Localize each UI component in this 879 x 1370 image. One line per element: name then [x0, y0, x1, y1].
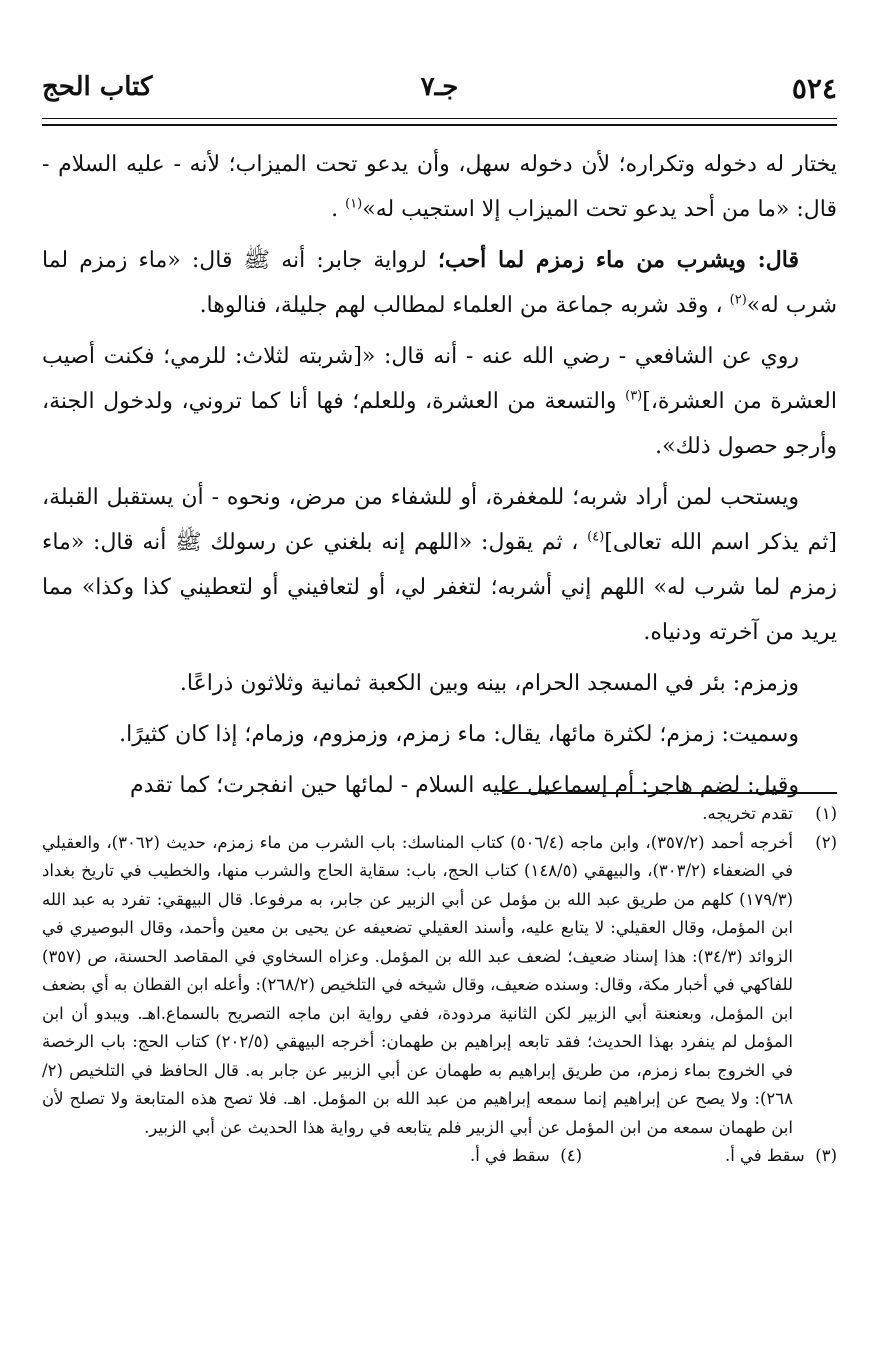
paragraph-2-end: ، وقد شربه جماعة من العلماء لمطالب لهم جليلة، فنالوها. [199, 293, 730, 318]
paragraph-3 [42, 334, 837, 469]
footnote-2 [42, 829, 837, 1143]
paragraph-1-text: يختار له دخوله وتكراره؛ لأن دخوله سهل، وأن يدعو تحت الميزاب؛ لأنه - عليه السلام - قال: «ما من أحد يدعو تحت الميزاب إلا استجيب له» [42, 152, 837, 222]
footnotes-3-4 [42, 1142, 837, 1172]
header-rule-thin [42, 118, 837, 119]
footnote-text: أخرجه أحمد (٣٥٧/٢)، وابن ماجه (٥٠٦/٤) كتاب المناسك: باب الشرب من ماء زمزم، حديث (٣٠٦٢)، والعقيلي في الضعفاء (٣٠٣/٢)، والبيهقي (١٤٨/٥) كتاب الحج، باب: سقاية الحاج والشرب منها، والخطيب في تاريخ بغداد (١٧٩/٣) كلهم من طريق عبد الله بن مؤمل عن أبي الزبير عن جابر، به مرفوعا. قال البيهقي: تفرد به عبد الله ابن المؤمل، وقال العقيلي: لا يتابع عليه، وأسند العقيلي تضعيفه عن يحيى بن معين وأحمد، وقال البوصيري في الزوائد (٣٤/٣): هذا إسناد ضعيف؛ لضعف عبد الله بن المؤمل. وعزاه السخاوي في المقاصد الحسنة، ص (٣٥٧) للفاكهي في أخبار مكة، وقال: وسنده ضعيف، وقال شيخه في التلخيص (٢٦٨/٢): وأعله ابن القطان به أي بضعف ابن المؤمل، وبعنعنة أبي الزبير لكن الثانية مردودة، ففي رواية ابن ماجه التصريح بالسماع.اهـ. ويبدو أن ابن المؤمل لم ينفرد بهذا الحديث؛ فقد تابعه إبراهيم بن طهمان: أخرجه البيهقي (٢٠٢/٥) كتاب الحج: باب الرخصة في الخروج بماء زمزم، من طريق إبراهيم به طهمان عن أبي الزبير عن جابر به. قال الحافظ في التلخيص (٢/ ٢٦٨): ولا يصح عن إبراهيم إنما سمعه إبراهيم من عبد الله بن المؤمل. اهـ. فلا تصح هذه المتابعة ولا تصلح لأن ابن طهمان سمعه من ابن المؤمل عن أبي الزبير فلم يتابعه في رواية هذا الحديث عن أبي الزبير. [42, 832, 794, 1137]
footnote-text: سقط في أ. [469, 1146, 550, 1165]
main-text [42, 142, 837, 814]
footnote-1 [42, 800, 837, 829]
footnote-ref-4[interactable]: (٤) [587, 529, 605, 545]
footnote-4 [470, 1142, 582, 1171]
footnote-number: (٤) [560, 1146, 582, 1165]
book-title: كتاب الحج [42, 72, 153, 102]
paragraph-5: وزمزم: بئر في المسجد الحرام، بينه وبين الكعبة ثمانية وثلاثون ذراعًا. [179, 671, 799, 696]
paragraph-2 [42, 238, 837, 328]
paragraph-4 [42, 475, 837, 655]
page-number: ٥٢٤ [791, 72, 837, 105]
footnote-ref-2[interactable]: (٢) [729, 292, 747, 308]
footnotes [42, 800, 837, 1172]
footnote-number: (٢) [815, 832, 837, 852]
paragraph-7: وقيل: لضم هاجر: أم إسماعيل عليه السلام - لمائها حين انفجرت؛ كما تقدم [129, 773, 799, 798]
paragraph-1 [42, 142, 837, 232]
running-header [42, 72, 837, 112]
footnote-number: (١) [815, 804, 837, 823]
matn-text: قال: ويشرب من ماء زمزم لما أحب؛ [437, 247, 799, 273]
paragraph-4-end: ، ثم يقول: «اللهم إنه بلغني عن رسولك ﷺ أنه قال: «ماء زمزم لما شرب له» اللهم إني أشربه؛ لتغفر لي، أو لتعافيني أو لتعطيني كذا وكذا» مما يريد من آخرته ودنياه. [42, 530, 837, 645]
paragraph-2-text: لرواية جابر: أنه ﷺ قال: «ماء زمزم لما شرب له» [42, 248, 837, 318]
footnote-number: (٣) [815, 1146, 837, 1165]
paragraph-4-text: ويستحب لمن أراد شربه؛ للمغفرة، أو للشفاء من مرض، ونحوه - أن يستقبل القبلة، [ثم يذكر اسم الله تعالى] [42, 485, 838, 555]
volume-label: جـ٧ [420, 72, 459, 102]
footnote-text: سقط في أ. [724, 1146, 805, 1165]
footnote-text: تقدم تخريجه. [702, 804, 793, 823]
header-rule-thick [42, 124, 837, 126]
paragraph-3-text: روي عن الشافعي - رضي الله عنه - أنه قال: «[شربته لثلاث: للرمي؛ فكنت أصيب العشرة من العشرة،] [42, 344, 837, 414]
paragraph-6: وسميت: زمزم؛ لكثرة مائها، يقال: ماء زمزم، وزمزوم، وزمام؛ إذا كان كثيرًا. [119, 722, 799, 747]
footnote-ref-3[interactable]: (٣) [625, 388, 643, 404]
footnote-separator [502, 792, 837, 794]
footnote-ref-1[interactable]: (١) [345, 196, 363, 212]
paragraph-1-end: . [331, 197, 346, 222]
paragraph-3-end: والتسعة من العشرة، وللعلم؛ فها أنا كما تروني، ولدخول الجنة، وأرجو حصول ذلك». [42, 389, 837, 459]
footnote-3 [725, 1142, 837, 1171]
